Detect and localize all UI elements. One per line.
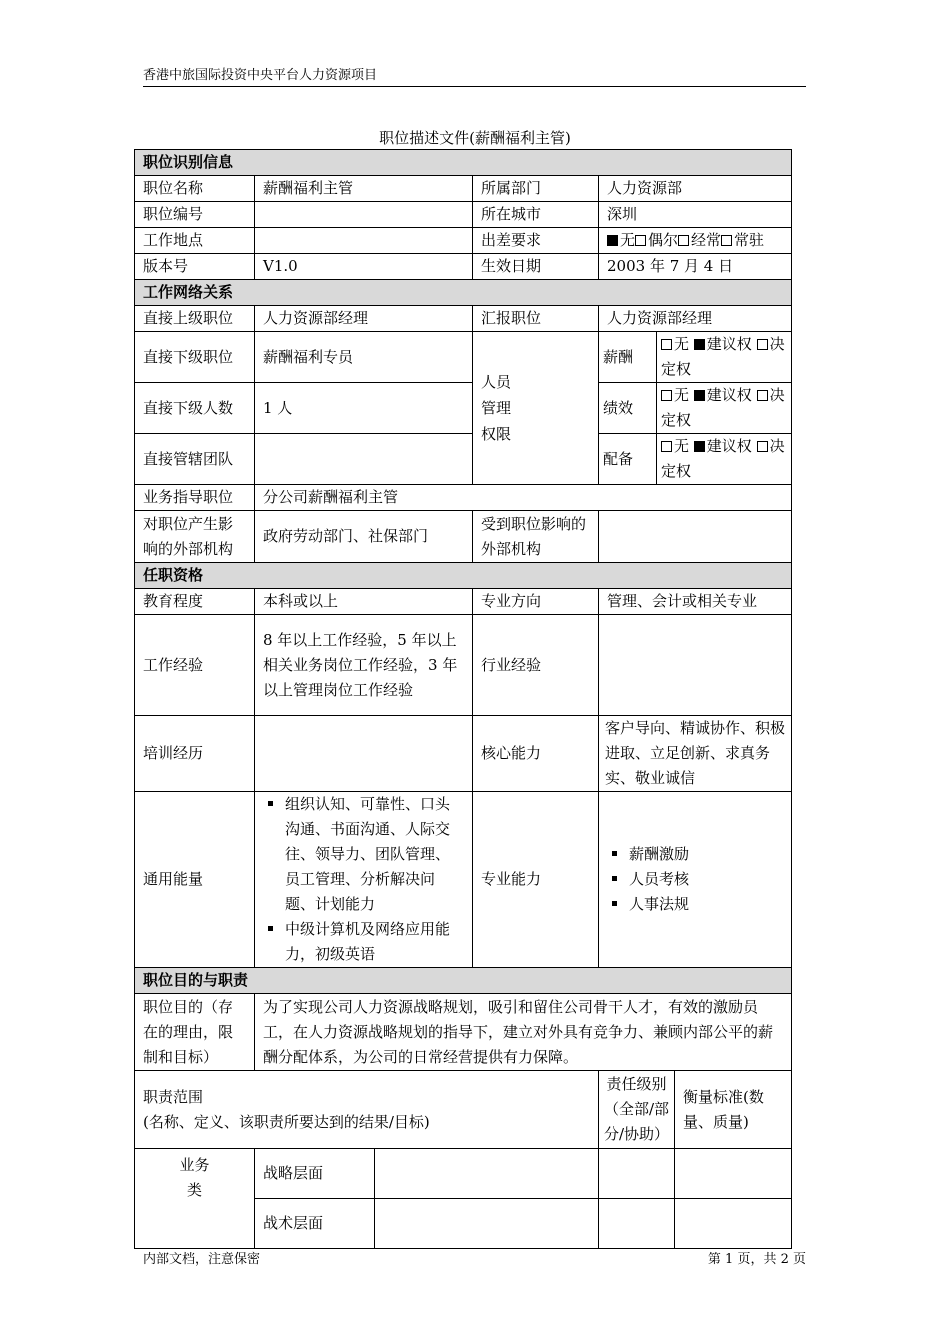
value-industry-experience — [599, 615, 792, 716]
label-version: 版本号 — [135, 254, 255, 280]
auth-item-salary: 薪酬 — [599, 332, 657, 383]
list-item: 人事法规 — [629, 892, 783, 917]
checkbox-checked-icon — [694, 441, 705, 452]
checkbox-empty-icon — [661, 390, 672, 401]
travel-option-none: 无 — [620, 231, 636, 249]
value-effective-date: 2003 年 7 月 4 日 — [599, 254, 792, 280]
label-city: 所在城市 — [473, 202, 599, 228]
authority-label-line: 管理 — [481, 399, 512, 417]
section-identity: 职位识别信息 — [135, 150, 792, 176]
checkbox-empty-icon — [661, 441, 672, 452]
responsibility-level-subtitle: （全部/部分/协助） — [603, 1100, 670, 1143]
label-external-influence: 对职位产生影响的外部机构 — [135, 511, 255, 563]
checkbox-empty-icon — [757, 339, 768, 350]
value-purpose: 为了实现公司人力资源战略规划，吸引和留住公司骨干人才，有效的激励员工，在人力资源战略规划的指导下，建立对外具有竞争力、兼顾内部公平的薪酬分配体系，为公司的日常经营提供有力保障。 — [255, 994, 792, 1071]
checkbox-empty-icon — [635, 235, 646, 246]
travel-option-occasional: 偶尔 — [648, 231, 679, 249]
cell-tactical-measure — [675, 1199, 792, 1249]
value-major: 管理、会计或相关专业 — [599, 589, 792, 615]
auth-option-none: 无 — [674, 437, 690, 455]
checkbox-checked-icon — [694, 339, 705, 350]
label-travel: 出差要求 — [473, 228, 599, 254]
label-subordinate: 直接下级职位 — [135, 332, 255, 383]
auth-option-none: 无 — [674, 386, 690, 404]
list-item: 人员考核 — [629, 867, 783, 892]
auth-options-salary — [657, 332, 792, 383]
job-description-table — [134, 149, 792, 1249]
responsibility-level-title: 责任级别 — [606, 1075, 667, 1093]
cell-strategic-measure — [675, 1149, 792, 1199]
authority-label-line: 人员 — [481, 373, 512, 391]
label-superior: 直接上级职位 — [135, 306, 255, 332]
auth-option-decide: 决定权 — [661, 335, 785, 378]
section-purpose: 职位目的与职责 — [135, 968, 792, 994]
value-position-code — [255, 202, 473, 228]
category-business — [135, 1149, 255, 1249]
label-report: 汇报职位 — [473, 306, 599, 332]
footer-page-number: 第 1 页，共 2 页 — [707, 1252, 806, 1267]
value-professional-ability — [599, 792, 792, 968]
auth-option-suggest: 建议权 — [706, 335, 752, 353]
auth-option-decide: 决定权 — [661, 437, 785, 480]
label-work-experience: 工作经验 — [135, 615, 255, 716]
auth-options-staffing — [657, 434, 792, 485]
value-report: 人力资源部经理 — [599, 306, 792, 332]
checkbox-empty-icon — [678, 235, 689, 246]
cell-tactical-level — [599, 1199, 675, 1249]
label-core-competency: 核心能力 — [473, 716, 599, 792]
document-title: 职位描述文件(薪酬福利主管) — [379, 129, 571, 147]
label-general-ability: 通用能量 — [135, 792, 255, 968]
checkbox-empty-icon — [721, 235, 732, 246]
auth-option-suggest: 建议权 — [706, 437, 752, 455]
authority-label-line: 权限 — [481, 425, 512, 443]
value-version: V1.0 — [255, 254, 473, 280]
cell-tactical-scope — [375, 1199, 599, 1249]
value-work-experience: 8 年以上工作经验，5 年以上相关业务岗位工作经验，3 年以上管理岗位工作经验 — [255, 615, 473, 716]
label-affected-external: 受到职位影响的外部机构 — [473, 511, 599, 563]
checkbox-checked-icon — [607, 235, 618, 246]
value-position-name: 薪酬福利主管 — [255, 176, 473, 202]
list-item: 薪酬激励 — [629, 842, 783, 867]
checkbox-empty-icon — [757, 441, 768, 452]
value-subordinate-count: 1 人 — [255, 383, 473, 434]
page-header: 香港中旅国际投资中央平台人力资源项目 — [143, 64, 806, 87]
auth-item-staffing: 配备 — [599, 434, 657, 485]
value-team — [255, 434, 473, 485]
cell-strategic-scope — [375, 1149, 599, 1199]
value-education: 本科或以上 — [255, 589, 473, 615]
cell-strategic-level — [599, 1149, 675, 1199]
value-affected-external — [599, 511, 792, 563]
travel-options — [599, 228, 792, 254]
duty-scope-subtitle: (名称、定义、该职责所要达到的结果/目标) — [143, 1112, 430, 1131]
label-position-name: 职位名称 — [135, 176, 255, 202]
travel-option-often: 经常 — [691, 231, 722, 249]
label-education: 教育程度 — [135, 589, 255, 615]
label-major: 专业方向 — [473, 589, 599, 615]
travel-option-resident: 常驻 — [734, 231, 765, 249]
value-guide: 分公司薪酬福利主管 — [255, 485, 792, 511]
label-professional-ability: 专业能力 — [473, 792, 599, 968]
checkbox-empty-icon — [757, 390, 768, 401]
category-label: 业务类 — [179, 1156, 210, 1199]
value-training — [255, 716, 473, 792]
duty-scope-title: 职责范围 — [143, 1087, 204, 1106]
auth-option-suggest: 建议权 — [706, 386, 752, 404]
auth-option-decide: 决定权 — [661, 386, 785, 429]
label-industry-experience: 行业经验 — [473, 615, 599, 716]
value-work-location — [255, 228, 473, 254]
value-subordinate: 薪酬福利专员 — [255, 332, 473, 383]
auth-option-none: 无 — [674, 335, 690, 353]
value-core-competency: 客户导向、精诚协作、积极进取、立足创新、求真务实、敬业诚信 — [599, 716, 792, 792]
auth-options-performance — [657, 383, 792, 434]
label-guide: 业务指导职位 — [135, 485, 255, 511]
label-position-code: 职位编号 — [135, 202, 255, 228]
list-item: 组织认知、可靠性、口头沟通、书面沟通、人际交往、领导力、团队管理、员工管理、分析解决问题、计划能力 — [285, 792, 464, 917]
row-tactical: 战术层面 — [255, 1199, 375, 1249]
section-network: 工作网络关系 — [135, 280, 792, 306]
header-measure: 衡量标准(数量、质量) — [675, 1071, 792, 1149]
value-department: 人力资源部 — [599, 176, 792, 202]
auth-item-performance: 绩效 — [599, 383, 657, 434]
list-item: 中级计算机及网络应用能力，初级英语 — [285, 917, 464, 967]
section-qualification: 任职资格 — [135, 563, 792, 589]
checkbox-empty-icon — [661, 339, 672, 350]
footer-confidential: 内部文档，注意保密 — [143, 1252, 261, 1267]
label-department: 所属部门 — [473, 176, 599, 202]
row-strategic: 战略层面 — [255, 1149, 375, 1199]
header-responsibility-level — [599, 1071, 675, 1149]
label-training: 培训经历 — [135, 716, 255, 792]
label-team: 直接管辖团队 — [135, 434, 255, 485]
header-duty-scope — [135, 1071, 599, 1149]
value-general-ability — [255, 792, 473, 968]
value-city: 深圳 — [599, 202, 792, 228]
value-superior: 人力资源部经理 — [255, 306, 473, 332]
label-subordinate-count: 直接下级人数 — [135, 383, 255, 434]
value-external-influence: 政府劳动部门、社保部门 — [255, 511, 473, 563]
label-authority — [473, 332, 599, 485]
label-purpose: 职位目的（存在的理由，限制和目标） — [135, 994, 255, 1071]
label-work-location: 工作地点 — [135, 228, 255, 254]
label-effective-date: 生效日期 — [473, 254, 599, 280]
checkbox-checked-icon — [694, 390, 705, 401]
